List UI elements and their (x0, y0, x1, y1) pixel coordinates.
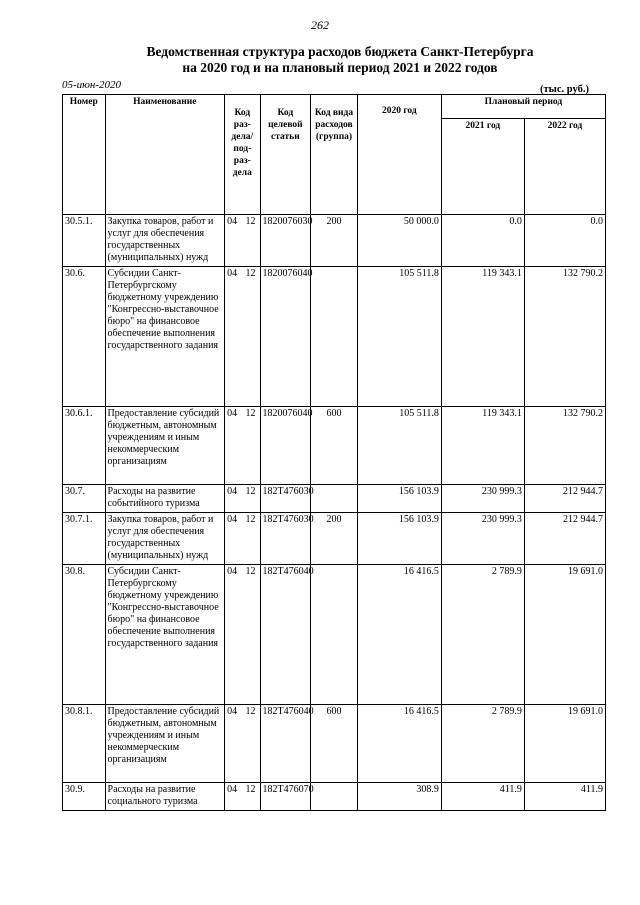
section-code: 04 (227, 706, 238, 717)
subsection-code: 12 (245, 408, 256, 419)
report-date: 05-июн-2020 (62, 79, 122, 91)
table-row (63, 407, 606, 485)
amount-2022: 212 944.7 (524, 485, 605, 513)
row-number: 30.7. (63, 485, 106, 513)
target-code: 182Т476030 (260, 485, 311, 513)
header-section-code: Код раз-дела/ под-раз-дела (225, 95, 260, 215)
row-number: 30.8.1. (63, 705, 106, 783)
expense-type-code (311, 565, 358, 705)
expense-type-code: 200 (311, 513, 358, 565)
amount-2022: 132 790.2 (524, 267, 605, 407)
target-code: 182Т476030 (260, 513, 311, 565)
amount-2022: 212 944.7 (524, 513, 605, 565)
expense-type-code (311, 783, 358, 811)
page-number: 262 (311, 18, 329, 32)
budget-table (62, 94, 606, 811)
units-label: (тыс. руб.) (540, 84, 589, 95)
row-number: 30.5.1. (63, 215, 106, 267)
section-code: 04 (227, 566, 238, 577)
target-code: 182Т476040 (260, 705, 311, 783)
table-row (63, 783, 606, 811)
header-number: Номер (63, 95, 106, 215)
amount-2021: 230 999.3 (441, 513, 524, 565)
expense-type-code: 600 (311, 407, 358, 485)
target-code: 1820076040 (260, 407, 311, 485)
amount-2020: 105 511.8 (357, 267, 441, 407)
row-number: 30.7.1. (63, 513, 106, 565)
header-year-2021: 2021 год (441, 119, 524, 215)
header-planned-period: Плановый период (441, 95, 605, 119)
amount-2021: 0.0 (441, 215, 524, 267)
table-row (63, 215, 606, 267)
header-name: Наименование (105, 95, 225, 215)
expense-type-code: 200 (311, 215, 358, 267)
target-code: 1820076030 (260, 215, 311, 267)
row-name: Закупка товаров, работ и услуг для обеспечения государственных (муниципальных) нужд (105, 513, 225, 565)
subsection-code: 12 (245, 514, 256, 525)
table-row (63, 485, 606, 513)
target-code: 1820076040 (260, 267, 311, 407)
section-code: 04 (227, 784, 238, 795)
header-target-code: Код целевой статьи (260, 95, 311, 215)
amount-2020: 156 103.9 (357, 513, 441, 565)
row-name: Расходы на развитие событийного туризма (105, 485, 225, 513)
subsection-code: 12 (245, 216, 256, 227)
amount-2021: 2 789.9 (441, 705, 524, 783)
section-code: 04 (227, 216, 238, 227)
section-code: 04 (227, 408, 238, 419)
row-name: Расходы на развитие социального туризма (105, 783, 225, 811)
target-code: 182Т476040 (260, 565, 311, 705)
title-line-1: Ведомственная структура расходов бюджета Санкт-Петербурга (146, 44, 534, 59)
section-code: 04 (227, 514, 238, 525)
expense-type-code (311, 485, 358, 513)
amount-2021: 230 999.3 (441, 485, 524, 513)
section-code: 04 (227, 486, 238, 497)
expense-type-code (311, 267, 358, 407)
amount-2022: 19 691.0 (524, 565, 605, 705)
amount-2021: 119 343.1 (441, 407, 524, 485)
header-expense-type-code: Код вида расходов (группа) (311, 95, 358, 215)
amount-2020: 50 000.0 (357, 215, 441, 267)
target-code: 182Т476070 (260, 783, 311, 811)
row-name: Предоставление субсидий бюджетным, автономным учреждениям и иным некоммерческим организациям (105, 407, 225, 485)
table-row (63, 267, 606, 407)
section-code: 04 (227, 268, 238, 279)
amount-2022: 19 691.0 (524, 705, 605, 783)
title-line-2: на 2020 год и на плановый период 2021 и 2022 годов (182, 60, 498, 75)
row-name: Субсидии Санкт-Петербургскому бюджетному учреждению "Конгрессно-выставочное бюро" на финансовое обеспечение выполнения государственного задания (105, 565, 225, 705)
subsection-code: 12 (245, 706, 256, 717)
amount-2022: 132 790.2 (524, 407, 605, 485)
subsection-code: 12 (245, 486, 256, 497)
subsection-code: 12 (245, 566, 256, 577)
expense-type-code: 600 (311, 705, 358, 783)
amount-2022: 0.0 (524, 215, 605, 267)
amount-2020: 16 416.5 (357, 565, 441, 705)
table-row (63, 705, 606, 783)
row-name: Субсидии Санкт-Петербургскому бюджетному учреждению "Конгрессно-выставочное бюро" на финансовое обеспечение выполнения государственного задания (105, 267, 225, 407)
row-name: Предоставление субсидий бюджетным, автономным учреждениям и иным некоммерческим организациям (105, 705, 225, 783)
amount-2021: 411.9 (441, 783, 524, 811)
amount-2022: 411.9 (524, 783, 605, 811)
row-number: 30.8. (63, 565, 106, 705)
subsection-code: 12 (245, 268, 256, 279)
row-name: Закупка товаров, работ и услуг для обеспечения государственных (муниципальных) нужд (105, 215, 225, 267)
row-number: 30.6. (63, 267, 106, 407)
amount-2021: 2 789.9 (441, 565, 524, 705)
row-number: 30.9. (63, 783, 106, 811)
amount-2020: 308.9 (357, 783, 441, 811)
row-number: 30.6.1. (63, 407, 106, 485)
header-year-2022: 2022 год (524, 119, 605, 215)
table-row (63, 565, 606, 705)
amount-2021: 119 343.1 (441, 267, 524, 407)
amount-2020: 105 511.8 (357, 407, 441, 485)
document-title (60, 44, 620, 76)
amount-2020: 16 416.5 (357, 705, 441, 783)
header-year-2020: 2020 год (357, 95, 441, 215)
table-row (63, 513, 606, 565)
subsection-code: 12 (245, 784, 256, 795)
amount-2020: 156 103.9 (357, 485, 441, 513)
